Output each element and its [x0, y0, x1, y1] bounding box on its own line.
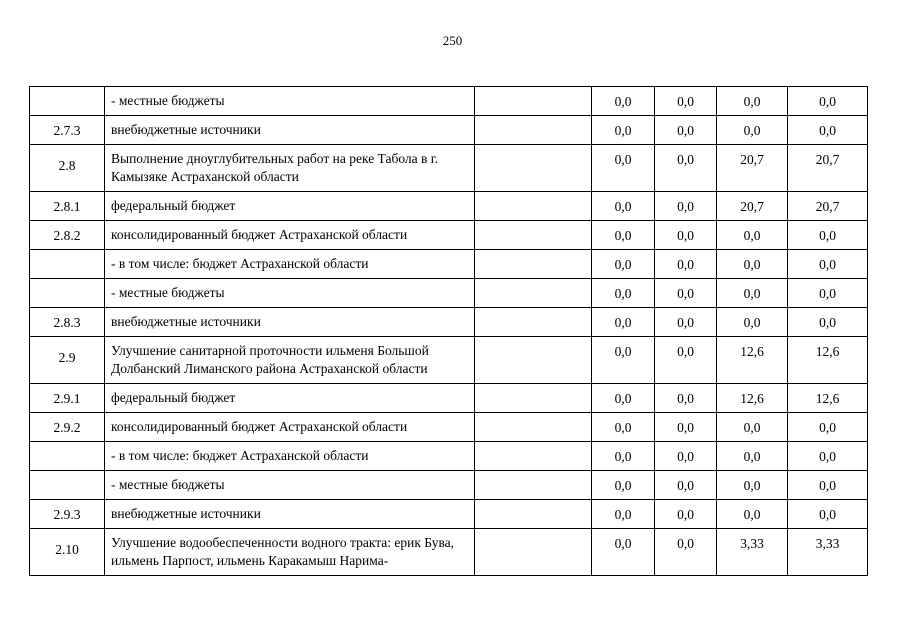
- row-value-2: 0,0: [655, 250, 717, 279]
- table-row: [30, 471, 868, 500]
- row-value-1: 0,0: [592, 500, 655, 529]
- row-number: 2.8.2: [30, 221, 105, 250]
- row-value-4: 0,0: [788, 442, 868, 471]
- row-value-3: 0,0: [717, 500, 788, 529]
- row-value-4: 0,0: [788, 308, 868, 337]
- page-number: 250: [442, 33, 463, 48]
- row-number: 2.8: [30, 145, 105, 192]
- row-value-2: 0,0: [655, 308, 717, 337]
- table-row: [30, 279, 868, 308]
- row-name: Улучшение водообеспеченности водного тракта: ерик Бува, ильмень Парпост, ильмень Каракамыш Нарима-: [105, 529, 475, 576]
- table-row: [30, 500, 868, 529]
- row-empty-cell: [475, 471, 592, 500]
- row-value-3: 12,6: [717, 384, 788, 413]
- row-value-3: 0,0: [717, 116, 788, 145]
- row-value-3: 0,0: [717, 471, 788, 500]
- row-value-2: 0,0: [655, 116, 717, 145]
- row-value-4: 0,0: [788, 116, 868, 145]
- row-value-3: 0,0: [717, 250, 788, 279]
- row-value-4: 12,6: [788, 384, 868, 413]
- row-name: - в том числе: бюджет Астраханской области: [105, 250, 475, 279]
- row-name: - в том числе: бюджет Астраханской области: [105, 442, 475, 471]
- table-body: [30, 87, 868, 576]
- row-value-3: 20,7: [717, 145, 788, 192]
- row-name: консолидированный бюджет Астраханской области: [105, 413, 475, 442]
- row-name: Выполнение дноуглубительных работ на реке Табола в г. Камызяке Астраханской области: [105, 145, 475, 192]
- table-row: [30, 337, 868, 384]
- row-value-4: 0,0: [788, 413, 868, 442]
- row-number: 2.8.1: [30, 192, 105, 221]
- row-value-4: 0,0: [788, 500, 868, 529]
- row-value-3: 20,7: [717, 192, 788, 221]
- table-row: [30, 413, 868, 442]
- row-number: 2.9: [30, 337, 105, 384]
- row-number: 2.9.2: [30, 413, 105, 442]
- row-empty-cell: [475, 308, 592, 337]
- row-number: 2.10: [30, 529, 105, 576]
- row-empty-cell: [475, 221, 592, 250]
- row-value-1: 0,0: [592, 250, 655, 279]
- row-name: - местные бюджеты: [105, 471, 475, 500]
- table-row: [30, 442, 868, 471]
- row-number: [30, 250, 105, 279]
- row-value-2: 0,0: [655, 87, 717, 116]
- row-empty-cell: [475, 279, 592, 308]
- row-empty-cell: [475, 116, 592, 145]
- row-value-2: 0,0: [655, 221, 717, 250]
- row-number: 2.8.3: [30, 308, 105, 337]
- row-name: внебюджетные источники: [105, 500, 475, 529]
- row-value-4: 0,0: [788, 471, 868, 500]
- row-number: [30, 442, 105, 471]
- row-empty-cell: [475, 500, 592, 529]
- row-empty-cell: [475, 192, 592, 221]
- row-value-4: 0,0: [788, 250, 868, 279]
- table-row: [30, 116, 868, 145]
- table-row: [30, 308, 868, 337]
- row-empty-cell: [475, 337, 592, 384]
- budget-table: [29, 86, 868, 576]
- row-value-4: 3,33: [788, 529, 868, 576]
- row-empty-cell: [475, 145, 592, 192]
- row-value-1: 0,0: [592, 192, 655, 221]
- row-value-3: 0,0: [717, 87, 788, 116]
- row-empty-cell: [475, 87, 592, 116]
- row-value-1: 0,0: [592, 413, 655, 442]
- row-value-4: 0,0: [788, 221, 868, 250]
- row-empty-cell: [475, 529, 592, 576]
- row-value-4: 12,6: [788, 337, 868, 384]
- table-row: [30, 87, 868, 116]
- row-name: внебюджетные источники: [105, 308, 475, 337]
- row-name: - местные бюджеты: [105, 87, 475, 116]
- row-value-3: 0,0: [717, 221, 788, 250]
- row-value-2: 0,0: [655, 500, 717, 529]
- row-name: консолидированный бюджет Астраханской области: [105, 221, 475, 250]
- row-value-3: 12,6: [717, 337, 788, 384]
- table-row: [30, 221, 868, 250]
- row-value-1: 0,0: [592, 529, 655, 576]
- table-row: [30, 250, 868, 279]
- row-value-2: 0,0: [655, 192, 717, 221]
- table-row: [30, 192, 868, 221]
- row-number: [30, 279, 105, 308]
- row-value-4: 0,0: [788, 279, 868, 308]
- row-value-3: 0,0: [717, 413, 788, 442]
- row-value-2: 0,0: [655, 145, 717, 192]
- row-value-2: 0,0: [655, 384, 717, 413]
- table-row: [30, 384, 868, 413]
- row-number: [30, 471, 105, 500]
- row-value-1: 0,0: [592, 337, 655, 384]
- row-value-1: 0,0: [592, 221, 655, 250]
- row-number: 2.7.3: [30, 116, 105, 145]
- row-value-3: 3,33: [717, 529, 788, 576]
- row-number: [30, 87, 105, 116]
- row-empty-cell: [475, 413, 592, 442]
- row-value-1: 0,0: [592, 116, 655, 145]
- row-number: 2.9.3: [30, 500, 105, 529]
- row-value-1: 0,0: [592, 471, 655, 500]
- row-value-2: 0,0: [655, 529, 717, 576]
- row-name: федеральный бюджет: [105, 384, 475, 413]
- row-value-1: 0,0: [592, 308, 655, 337]
- row-value-3: 0,0: [717, 442, 788, 471]
- row-value-4: 20,7: [788, 145, 868, 192]
- table-row: [30, 529, 868, 576]
- row-value-2: 0,0: [655, 337, 717, 384]
- table-row: [30, 145, 868, 192]
- row-value-1: 0,0: [592, 145, 655, 192]
- row-number: 2.9.1: [30, 384, 105, 413]
- row-name: внебюджетные источники: [105, 116, 475, 145]
- row-name: - местные бюджеты: [105, 279, 475, 308]
- row-value-1: 0,0: [592, 442, 655, 471]
- row-value-2: 0,0: [655, 279, 717, 308]
- row-empty-cell: [475, 250, 592, 279]
- row-name: федеральный бюджет: [105, 192, 475, 221]
- row-value-4: 0,0: [788, 87, 868, 116]
- row-value-1: 0,0: [592, 279, 655, 308]
- row-value-3: 0,0: [717, 279, 788, 308]
- row-value-2: 0,0: [655, 471, 717, 500]
- row-value-1: 0,0: [592, 384, 655, 413]
- row-empty-cell: [475, 384, 592, 413]
- row-value-4: 20,7: [788, 192, 868, 221]
- row-value-2: 0,0: [655, 413, 717, 442]
- row-value-2: 0,0: [655, 442, 717, 471]
- row-value-3: 0,0: [717, 308, 788, 337]
- row-value-1: 0,0: [592, 87, 655, 116]
- row-name: Улучшение санитарной проточности ильменя Большой Долбанский Лиманского района Астраханской области: [105, 337, 475, 384]
- row-empty-cell: [475, 442, 592, 471]
